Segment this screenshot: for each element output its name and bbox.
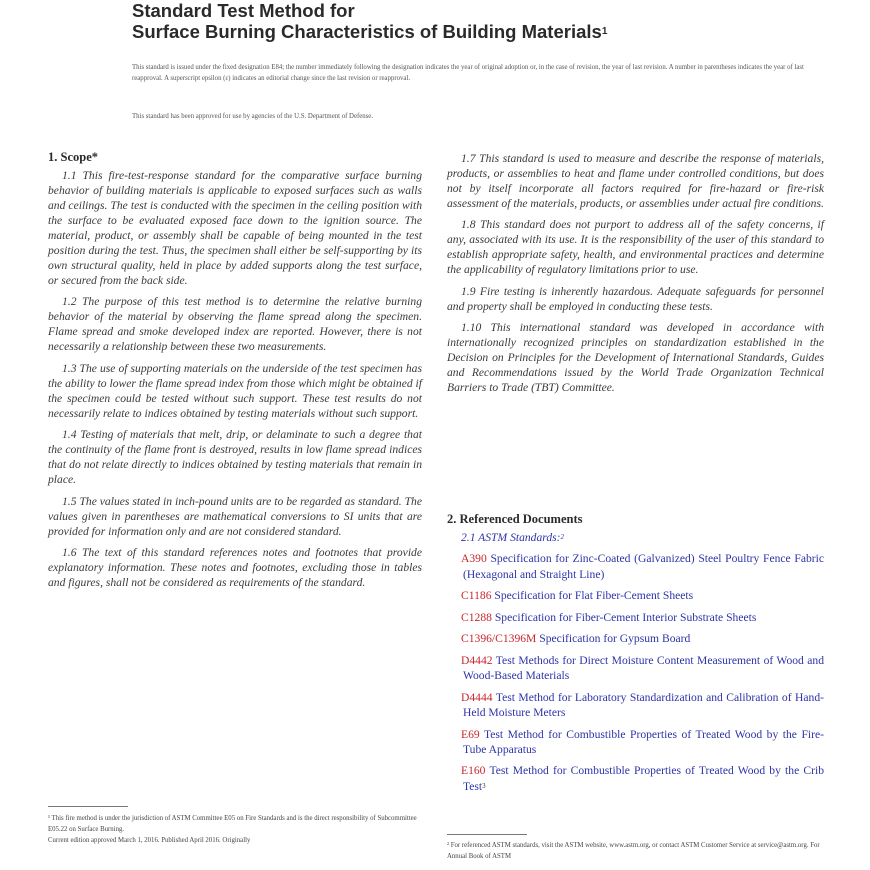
- paragraph-1-4: 1.4 Testing of materials that melt, drip, or delaminate to such a degree that the continuity of the flame front is destroyed, results in low flame spread indices that do not relate directly to indices obtained by testing materials that remain in place.: [48, 428, 422, 487]
- paragraph-1-7: 1.7 This standard is used to measure and describe the response of materials, products, or assemblies to heat and flame under controlled conditions, but does not by itself incorporate all factors required for fire-hazard or fire-risk assessment of the materials, products, or assemblies under actual fire conditions.: [447, 152, 824, 210]
- reference-c1186[interactable]: C1186 Specification for Flat Fiber-Cement Sheets: [461, 589, 694, 603]
- footnote-2: ² For referenced ASTM standards, visit the ASTM website, www.astm.org, or contact ASTM Customer Service at service@astm.org. For Annual Book of ASTM: [447, 842, 820, 860]
- left-column: [48, 150, 422, 596]
- header: [132, 0, 832, 42]
- title-line-1: Standard Test Method for: [132, 0, 355, 21]
- footnote-rule-right: [447, 834, 527, 835]
- footnotes-right: [447, 840, 824, 862]
- footnote-1: ¹ This fire method is under the jurisdiction of ASTM Committee E05 on Fire Standards and is the direct responsibility of Subcommittee E05.22 on Surface Burning.: [48, 815, 417, 833]
- issuance-notice: This standard is issued under the fixed designation E84; the number immediately following the designation indicates the year of original adoption or, in the case of revision, the year of last revision. A number in parentheses indicates the year of last reapproval. A superscript epsilon (ε) indicates an editorial change since the last revision or reapproval.: [132, 64, 804, 82]
- reference-c1396[interactable]: C1396/C1396M Specification for Gypsum Board: [461, 632, 691, 646]
- astm-standards-subheading: 2.1 ASTM Standards:$^2$: [461, 531, 565, 544]
- paragraph-1-10: 1.10 This international standard was developed in accordance with internationally recognized principles on standardization established in the Decision on Principles for the Development of International Standards, Guides and Recommendations issued by the World Trade Organization Technical Barriers to Trade (TBT) Committee.: [447, 321, 824, 395]
- section-heading-references: 2. Referenced Documents: [447, 512, 583, 526]
- reference-c1288[interactable]: C1288 Specification for Fiber-Cement Interior Substrate Sheets: [461, 610, 757, 624]
- footnote-rule-left: [48, 806, 128, 807]
- paragraph-1-8: 1.8 This standard does not purport to address all of the safety concerns, if any, associated with its use. It is the responsibility of the user of this standard to establish appropriate safety, health, and environmental practices and determine the applicability of regulatory limitations prior to use.: [447, 218, 824, 277]
- title-line-2: Surface Burning Characteristics of Building Materials$^1$: [132, 21, 608, 42]
- section-heading-scope: 1. Scope*: [48, 150, 98, 164]
- referenced-documents: [447, 512, 824, 800]
- footnotes-left: [48, 813, 420, 846]
- reference-e69[interactable]: E69 Test Method for Combustible Properties of Treated Wood by the Fire-Tube Apparatus: [461, 727, 824, 756]
- paragraph-1-3: 1.3 The use of supporting materials on the underside of the test specimen has the ability to lower the flame spread index from those which might be obtained if the specimen could be tested without such support. These test results do not necessarily relate to indices obtained by testing materials without such support.: [48, 361, 422, 420]
- paragraph-1-9: 1.9 Fire testing is inherently hazardous. Adequate safeguards for personnel and property shall be employed in conducting these tests.: [447, 284, 824, 313]
- paragraph-1-5: 1.5 The values stated in inch-pound units are to be regarded as standard. The values given in parentheses are mathematical conversions to SI units that are provided for information only and are not considered standard.: [48, 494, 422, 538]
- title-footnote-mark: 1: [601, 26, 608, 37]
- paragraph-1-6: 1.6 The text of this standard references notes and footnotes that provide explanatory information. These notes and footnotes, excluding those in tables and figures, shall not be considered as requirements of the standard.: [48, 545, 422, 589]
- reference-a390[interactable]: A390 Specification for Zinc-Coated (Galvanized) Steel Poultry Fence Fabric (Hexagonal and Straight Line): [461, 552, 824, 581]
- footnote-1-edition: Current edition approved March 1, 2016. Published April 2016. Originally: [48, 837, 251, 844]
- reference-e160[interactable]: E160 Test Method for Combustible Properties of Treated Wood by the Crib Test$^3$: [461, 764, 824, 793]
- paragraph-1-1: 1.1 This fire-test-response standard for the comparative surface burning behavior of building materials is applicable to exposed surfaces such as walls and ceilings. The test is conducted with the specimen in the ceiling position with the surface to be evaluated exposed face down to the ignition source. The material, product, or assembly shall be capable of being mounted in the test position during the test. Thus, the specimen shall either be self-supporting by its own structural quality, held in place by added supports along the test surface, or secured from the back side.: [48, 169, 422, 287]
- reference-d4444[interactable]: D4444 Test Method for Laboratory Standardization and Calibration of Hand-Held Moisture Meters: [461, 690, 824, 719]
- paragraph-1-2: 1.2 The purpose of this test method is to determine the relative burning behavior of the material by observing the flame spread along the specimen. Flame spread and smoke developed index are reported. However, there is not necessarily a relationship between these two measurements.: [48, 295, 422, 354]
- reference-d4442[interactable]: D4442 Test Methods for Direct Moisture Content Measurement of Wood and Wood-Based Materials: [461, 653, 824, 683]
- right-column-scope: [447, 151, 824, 402]
- dod-approval-note: This standard has been approved for use by agencies of the U.S. Department of Defense.: [132, 113, 374, 120]
